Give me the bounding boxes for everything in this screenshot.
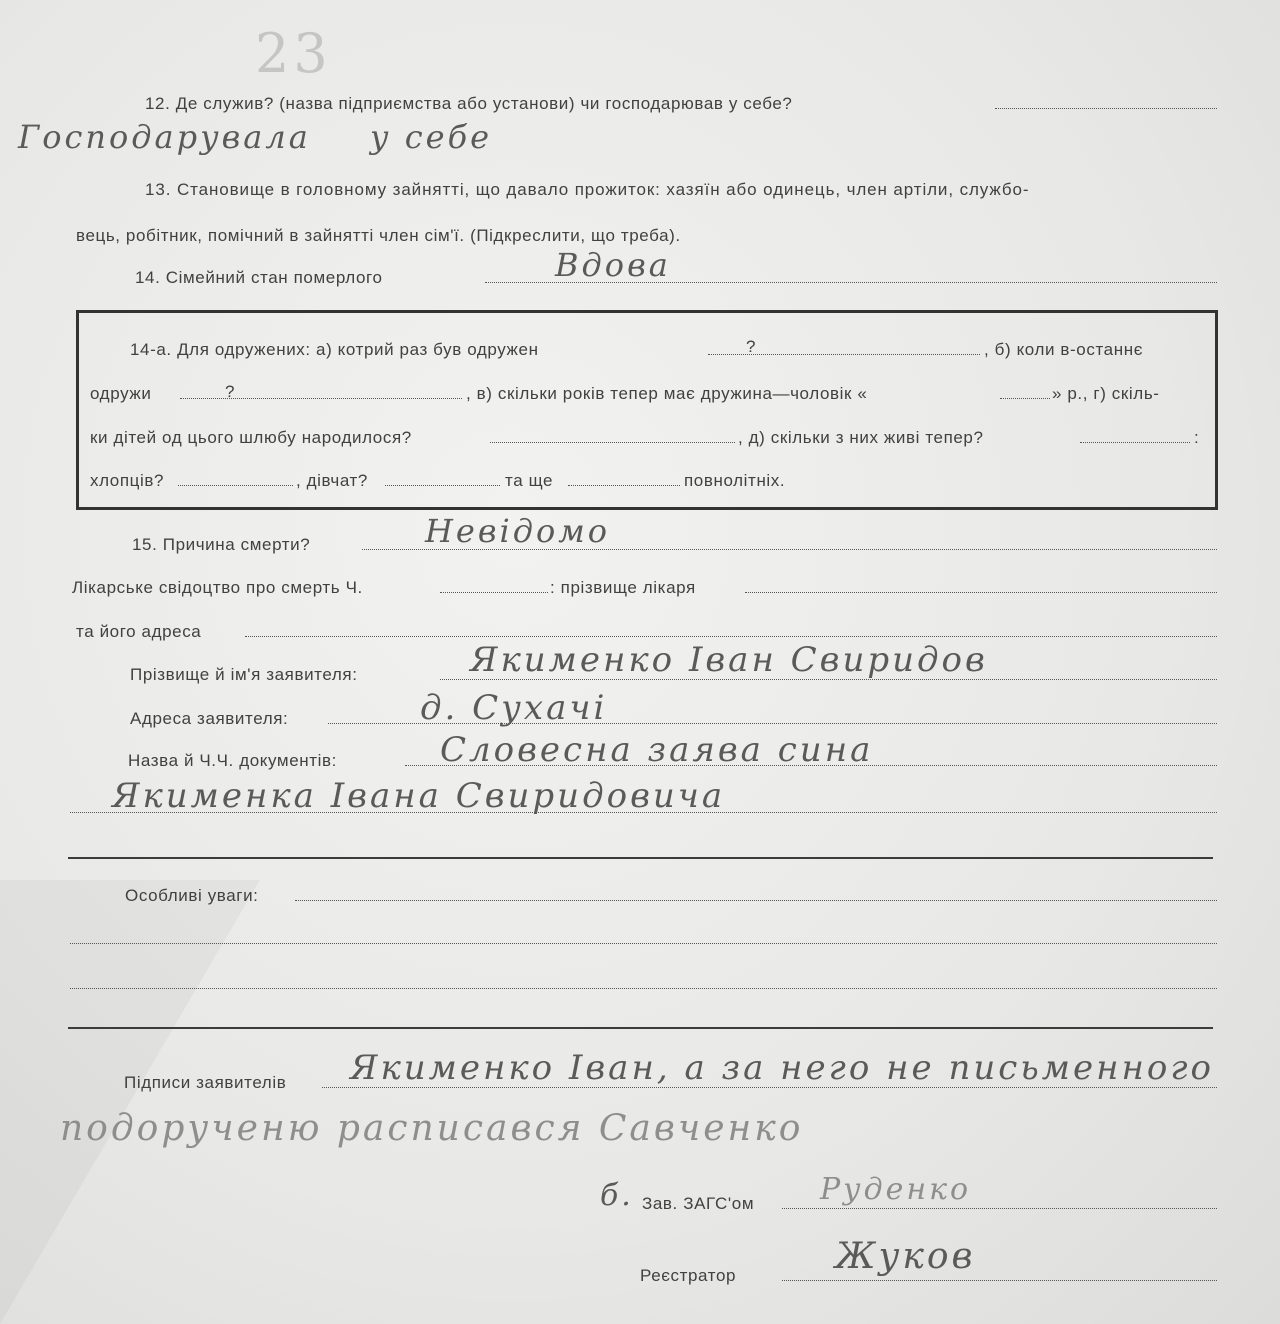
notes-dots-3 [70,988,1217,989]
doctor-label: : прізвище лікаря [550,578,696,597]
q14a-dots-c [1000,398,1050,399]
applicant-docs-value-2: Якименка Івана Свиридовича [112,776,726,816]
doctor-address-label: та його адреса [76,622,202,641]
registrar-dots [782,1280,1217,1281]
notes-rule [68,1027,1213,1029]
head-label: Зав. ЗАГС'ом [642,1194,755,1213]
q13-line-1: 13. Становище в головному зайнятті, що давало прожиток: хазяїн або одинець, член артіли, службо- [145,180,1030,199]
head-signature: Руденко [820,1172,972,1207]
notes-label: Особливі уваги: [125,886,259,905]
applicant-name-value: Якименко Іван Свиридов [470,640,988,680]
applicant-docs-value-1: Словесна заява сина [440,730,874,770]
q14a-line3-b: , д) скільки з них живі тепер? [738,428,984,447]
notes-dots-1 [295,900,1217,901]
applicant-address-value: д. Сухачі [420,688,608,728]
q14a-dots-d [490,442,735,443]
q14a-line2-c: » р., г) скіль- [1052,384,1160,403]
signatures-value-1: Якименко Іван, а за него не письменного [350,1048,1215,1088]
applicant-name-label: Прізвище й ім'я заявителя: [130,665,358,684]
q14a-line4-d: повнолітніх. [684,471,786,490]
q14a-line1-a: 14-а. Для одружених: а) котрий раз був одружен [130,340,539,359]
q14a-line2-b: , в) скільки років тепер має дружина—чоловік « [466,384,868,403]
medical-number-dots [440,592,548,593]
q12-dotted-line [995,108,1217,109]
q14a-dots-g [385,485,500,486]
q14a-line3-a: ки дітей од цього шлюбу народилося? [90,428,412,447]
registrar-signature: Жуков [835,1236,976,1277]
q14a-line2-a: одружи [90,384,152,403]
paper-fold-shadow [0,880,260,1324]
q15-label: 15. Причина смерти? [132,535,311,554]
medical-label: Лікарське свідоцтво про смерть Ч. [72,578,363,597]
q12-answer-2: у себе [370,118,493,156]
q14a-value-a: ? [746,337,757,356]
applicant-docs-rule [68,857,1213,859]
q14a-line1-b: , б) коли в-останнє [984,340,1143,359]
notes-dots-2 [70,943,1217,944]
q14a-line3-c: : [1194,428,1200,447]
q14a-line4-c: та ще [505,471,554,490]
q14a-dots-e [1080,442,1190,443]
q13-line-2: вець, робітник, помічний в зайнятті член сім'ї. (Підкреслити, що треба). [76,226,681,245]
q14a-line4-b: , дівчат? [296,471,368,490]
q14a-dots-b [180,398,462,399]
q12-answer-1: Господарувала [18,118,311,156]
signatures-label: Підписи заявителів [124,1073,287,1092]
q14-answer: Вдова [555,246,671,284]
applicant-address-label: Адреса заявителя: [130,709,289,728]
applicant-docs-label: Назва й Ч.Ч. документів: [128,751,337,770]
q14a-line4-a: хлопців? [90,471,165,490]
head-prefix: б. [600,1178,634,1213]
q14a-dots-h [568,485,680,486]
q15-answer: Невідомо [425,512,611,550]
archive-number-mark: 23 [255,22,332,85]
signatures-value-2: подорученю расписався Савченко [60,1108,804,1149]
doctor-dots [745,592,1217,593]
q14a-value-b: ? [225,382,236,401]
q12-label: 12. Де служив? (назва підприємства або установи) чи господарював у себе? [145,94,793,113]
head-dots [782,1208,1217,1209]
doctor-address-dots [245,636,1217,637]
q14a-dots-f [178,485,293,486]
registrar-label: Реєстратор [640,1266,737,1285]
q14-label: 14. Сімейний стан померлого [135,268,383,287]
